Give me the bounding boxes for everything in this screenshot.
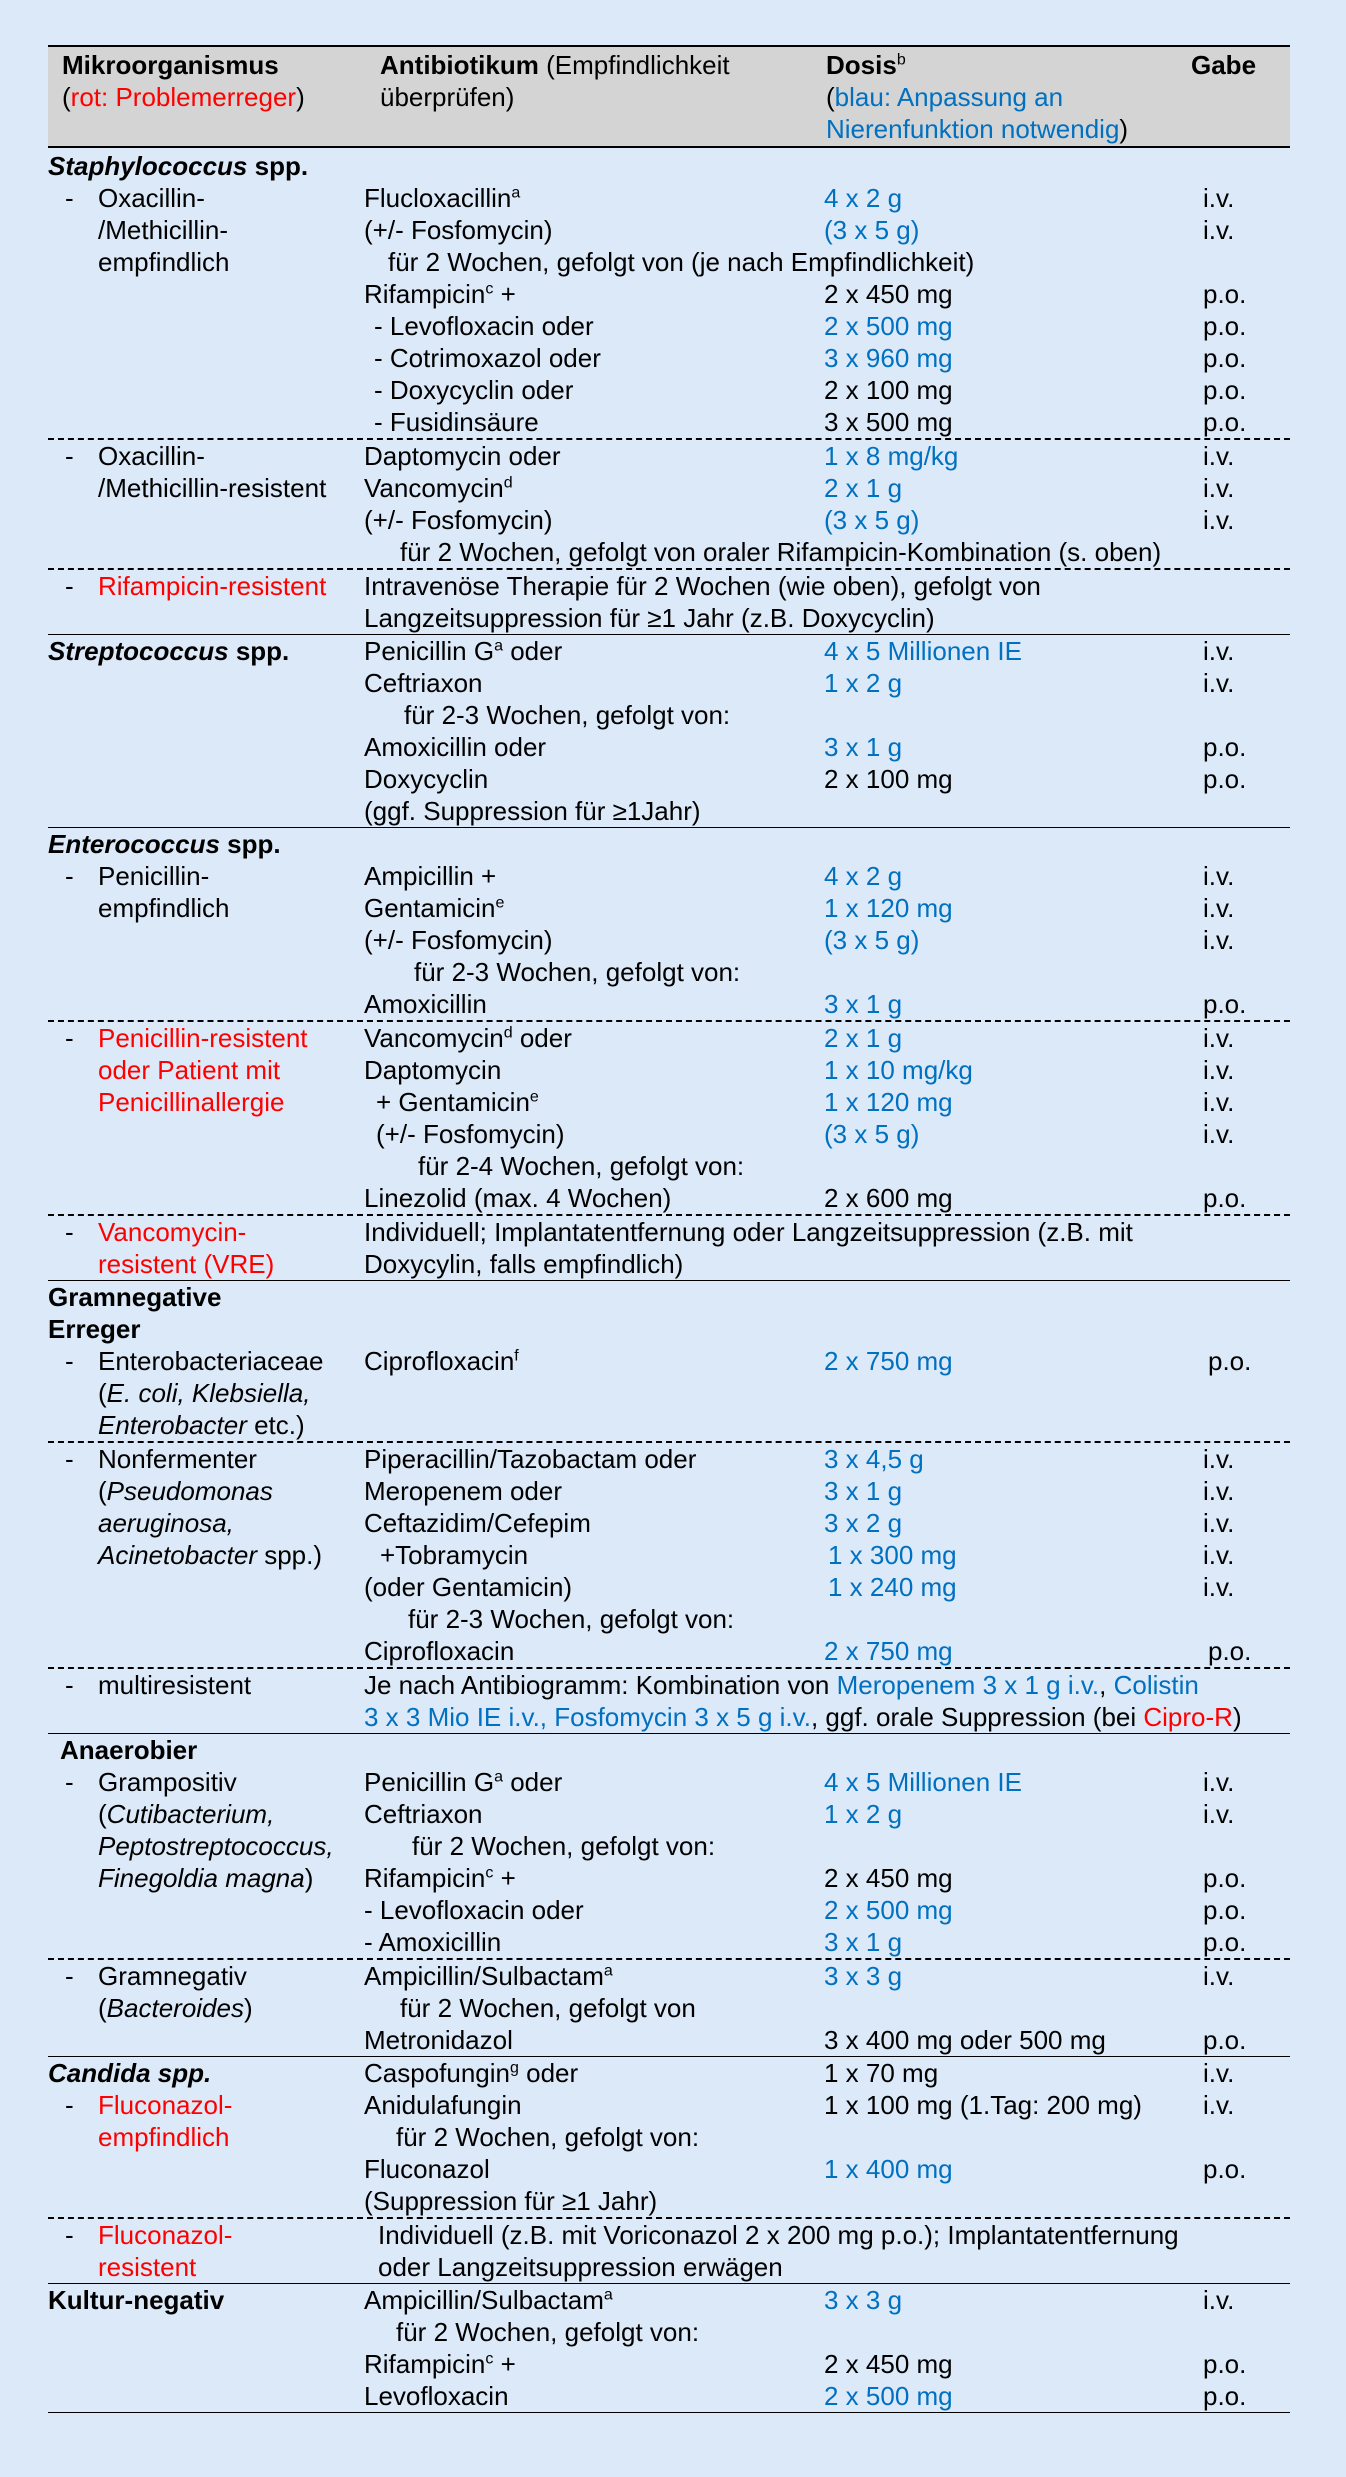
dose: 2 x 500 mg: [824, 2381, 953, 2411]
route: p.o.: [1203, 279, 1247, 309]
bullet-dash: -: [65, 2090, 74, 2120]
therapy-text: Intravenöse Therapie für 2 Wochen (wie oben), gefolgt von: [364, 571, 1041, 601]
route: p.o.: [1203, 732, 1247, 762]
route: i.v.: [1203, 441, 1235, 471]
dose: 1 x 2 g: [824, 668, 903, 698]
section-enterococcus: [48, 828, 1290, 1022]
dose: 3 x 1 g: [824, 732, 903, 762]
route: p.o.: [1203, 311, 1247, 341]
section-culture-negative: [48, 2284, 1290, 2413]
route: i.v.: [1203, 1508, 1235, 1538]
section-title: Enterococcus spp.: [48, 829, 281, 859]
subgroup-label: resistent: [98, 2252, 197, 2282]
route: i.v.: [1203, 1444, 1235, 1474]
drug-name: Anidulafungin: [364, 2090, 522, 2120]
drug-name: - Doxycyclin oder: [374, 375, 574, 405]
duration-note: für 2 Wochen, gefolgt von oraler Rifampicin-Kombination (s. oben): [400, 537, 1162, 567]
drug-name: Caspofungin$^g$ oder: [364, 2058, 579, 2088]
route: p.o.: [1208, 1636, 1252, 1666]
dose: 2 x 500 mg: [824, 1895, 953, 1925]
route: p.o.: [1203, 764, 1247, 794]
drug-name: - Levofloxacin oder: [374, 311, 594, 341]
dose: 3 x 960 mg: [824, 343, 953, 373]
subgroup-label: Finegoldia magna): [98, 1863, 314, 1893]
section-title: Candida spp.: [48, 2058, 212, 2088]
dose: 2 x 450 mg: [824, 279, 953, 309]
dose: 2 x 500 mg: [824, 311, 953, 341]
subgroup-label: Fluconazol-: [98, 2090, 233, 2120]
route: p.o.: [1203, 1927, 1247, 1957]
header-antibiotic-note2: überprüfen): [380, 82, 515, 112]
drug-name: (+/- Fosfomycin): [364, 925, 553, 955]
section-anaerobes: [48, 1734, 1290, 1960]
route: i.v.: [1203, 1119, 1235, 1149]
drug-name: (+/- Fosfomycin): [364, 215, 553, 245]
bullet-dash: -: [65, 1670, 74, 1700]
section-title: Anaerobier: [60, 1735, 198, 1765]
section-title: Gramnegative: [48, 1282, 222, 1312]
therapy-text: Langzeitsuppression für ≥1 Jahr (z.B. Doxycyclin): [364, 603, 935, 633]
duration-note: für 2 Wochen, gefolgt von:: [412, 1831, 716, 1861]
subgroup-label: Penicillin-: [98, 861, 210, 891]
drug-name: Rifampicin$^c$ +: [364, 2349, 516, 2379]
drug-name: Linezolid (max. 4 Wochen): [364, 1183, 672, 1213]
dose: 3 x 3 g: [824, 1961, 903, 1991]
drug-name: Doxycyclin: [364, 764, 489, 794]
subgroup-vre: [48, 1216, 1290, 1281]
subgroup-multiresistant: [48, 1669, 1290, 1734]
subgroup-label: (Bacteroides): [98, 1993, 253, 2023]
route: p.o.: [1203, 2349, 1247, 2379]
therapy-text: Doxycylin, falls empfindlich): [364, 1249, 684, 1279]
drug-name: Metronidazol: [364, 2025, 513, 2055]
dose: 2 x 600 mg: [824, 1183, 953, 1213]
subgroup-label: (Pseudomonas: [98, 1476, 273, 1506]
section-title: Staphylococcus spp.: [48, 151, 309, 181]
bullet-dash: -: [65, 1961, 74, 1991]
bullet-dash: -: [65, 861, 74, 891]
drug-name: Ceftriaxon: [364, 668, 483, 698]
dose: 1 x 120 mg: [824, 893, 953, 923]
route: i.v.: [1203, 636, 1235, 666]
header-dose-legend1: blau: Anpassung an: [834, 82, 1064, 112]
subgroup-label: Enterobacteriaceae: [98, 1346, 324, 1376]
dose: 2 x 1 g: [824, 1023, 903, 1053]
subgroup-label: empfindlich: [98, 2122, 230, 2152]
subgroup-label: Acinetobacter spp.): [98, 1540, 323, 1570]
header-legend-red: rot: Problemerreger: [70, 82, 297, 112]
subgroup-label: oder Patient mit: [98, 1055, 281, 1085]
route: i.v.: [1203, 893, 1235, 923]
subgroup-fluconazole-resistant: [48, 2219, 1290, 2284]
header-antibiotic: [380, 49, 730, 113]
route: p.o.: [1203, 375, 1247, 405]
header-dose-paren-close: ): [1119, 114, 1129, 144]
drug-name: Fluconazol: [364, 2154, 490, 2184]
header-antibiotic-title: Antibiotikum: [380, 50, 539, 80]
dose: 1 x 2 g: [824, 1799, 903, 1829]
drug-name: Rifampicin$^c$ +: [364, 1863, 516, 1893]
bullet-dash: -: [65, 1023, 74, 1053]
route: i.v.: [1203, 505, 1235, 535]
dose: 3 x 2 g: [824, 1508, 903, 1538]
therapy-text: oder Langzeitsuppression erwägen: [378, 2252, 783, 2282]
dose: 3 x 1 g: [824, 1476, 903, 1506]
drug-name: Ampicillin/Sulbactam$^a$: [364, 1961, 613, 1991]
route: p.o.: [1208, 1346, 1252, 1376]
dose: 2 x 1 g: [824, 473, 903, 503]
route: i.v.: [1203, 925, 1235, 955]
drug-name: Vancomycin$^d$ oder: [364, 1023, 572, 1053]
drug-name: Daptomycin oder: [364, 441, 561, 471]
subgroup-label: Nonfermenter: [98, 1444, 257, 1474]
dose: 3 x 3 g: [824, 2285, 903, 2315]
dose: 1 x 120 mg: [824, 1087, 953, 1117]
dose: 2 x 750 mg: [824, 1636, 953, 1666]
drug-name: - Levofloxacin oder: [364, 1895, 584, 1925]
drug-name: Penicillin $G^a$ oder: [364, 636, 563, 666]
drug-name: Ciprofloxacin: [364, 1636, 515, 1666]
route: i.v.: [1203, 1961, 1235, 1991]
drug-name: Ceftriaxon: [364, 1799, 483, 1829]
subgroup-label: Penicillin-resistent: [98, 1023, 308, 1053]
subgroup-label: Gramnegativ: [98, 1961, 247, 1991]
drug-name: Rifampicin$^c$ +: [364, 279, 516, 309]
subgroup-penicillin-resistant: [48, 1022, 1290, 1216]
dose: 1 x 8 mg/kg: [824, 441, 959, 471]
drug-name: - Cotrimoxazol oder: [374, 343, 601, 373]
drug-name: Piperacillin/Tazobactam oder: [364, 1444, 697, 1474]
dose: 3 x 1 g: [824, 989, 903, 1019]
dose: 3 x 4,5 g: [824, 1444, 924, 1474]
dose: 4 x 2 g: [824, 861, 903, 891]
header-route: Gabe: [1191, 50, 1257, 80]
route: i.v.: [1203, 473, 1235, 503]
drug-name: Flucloxacillin$^a$: [364, 183, 521, 213]
subgroup-label: Oxacillin-: [98, 441, 205, 471]
therapy-text: 3 x 3 Mio IE i.v., Fosfomycin 3 x 5 g i.v., ggf. orale Suppression (bei Cipro-R): [364, 1702, 1242, 1732]
bullet-dash: -: [65, 1346, 74, 1376]
bullet-dash: -: [65, 2220, 74, 2250]
route: p.o.: [1203, 1183, 1247, 1213]
header-organism-legend: (rot: Problemerreger): [62, 82, 305, 112]
bullet-dash: -: [65, 1217, 74, 1247]
drug-name: - Fusidinsäure: [374, 407, 539, 437]
duration-note: für 2-3 Wochen, gefolgt von:: [404, 700, 731, 730]
route: i.v.: [1203, 1023, 1235, 1053]
route: p.o.: [1203, 1895, 1247, 1925]
header-dose-title: Dosis: [826, 50, 897, 80]
dose: (3 x 5 g): [824, 1119, 920, 1149]
header-dose: [826, 49, 1128, 145]
dose: 3 x 1 g: [824, 1927, 903, 1957]
drug-name: Vancomycin$^d$: [364, 473, 513, 503]
dose: (3 x 5 g): [824, 505, 920, 535]
dose: 3 x 400 mg oder 500 mg: [824, 2025, 1106, 2055]
header-dose-sup: b: [896, 51, 906, 69]
dose: 1 x 70 mg: [824, 2058, 939, 2088]
route: i.v.: [1203, 1799, 1235, 1829]
subgroup-label: /Methicillin-resistent: [98, 473, 327, 503]
therapy-text: Individuell (z.B. mit Voriconazol 2 x 200 mg p.o.); Implantatentfernung: [378, 2220, 1179, 2250]
drug-name: - Amoxicillin: [364, 1927, 502, 1957]
duration-note: für 2 Wochen, gefolgt von:: [396, 2122, 700, 2152]
route: p.o.: [1203, 2025, 1247, 2055]
subgroup-label: empfindlich: [98, 247, 230, 277]
drug-name: Ampicillin +: [364, 861, 497, 891]
route: i.v.: [1203, 1540, 1235, 1570]
route: i.v.: [1203, 2090, 1235, 2120]
bullet-dash: -: [65, 441, 74, 471]
subgroup-label: Vancomycin-: [98, 1217, 247, 1247]
bullet-dash: -: [65, 1444, 74, 1474]
dose: 1 x 400 mg: [824, 2154, 953, 2184]
drug-name: Amoxicillin oder: [364, 732, 547, 762]
dose: 3 x 500 mg: [824, 407, 953, 437]
route: p.o.: [1203, 407, 1247, 437]
therapy-text: Je nach Antibiogramm: Kombination von Meropenem 3 x 1 g i.v., Colistin: [364, 1670, 1199, 1700]
route: p.o.: [1203, 343, 1247, 373]
route: i.v.: [1203, 1087, 1235, 1117]
dose: (3 x 5 g): [824, 215, 920, 245]
drug-name: Meropenem oder: [364, 1476, 562, 1506]
section-title: Streptococcus spp.: [48, 636, 290, 666]
subgroup-label: (Cutibacterium,: [98, 1799, 275, 1829]
subgroup-label: multiresistent: [98, 1670, 252, 1700]
section-title: Erreger: [48, 1314, 141, 1344]
route: i.v.: [1203, 861, 1235, 891]
header-organism-title: Mikroorganismus: [62, 50, 279, 80]
route: i.v.: [1203, 668, 1235, 698]
duration-note: für 2 Wochen, gefolgt von: [400, 1993, 696, 2023]
dose: 2 x 750 mg: [824, 1346, 953, 1376]
header-dose-legend2: Nierenfunktion notwendig: [826, 114, 1120, 144]
duration-note: für 2-4 Wochen, gefolgt von:: [418, 1151, 745, 1181]
duration-note: für 2-3 Wochen, gefolgt von:: [408, 1604, 735, 1634]
drug-name: Penicillin $G^a$ oder: [364, 1767, 563, 1797]
subgroup-rifampicin-resistant: [48, 570, 1290, 635]
subgroup-label: Peptostreptococcus,: [98, 1831, 334, 1861]
route: p.o.: [1203, 2381, 1247, 2411]
drug-name: (+/- Fosfomycin): [364, 505, 553, 535]
table-header: [48, 45, 1290, 148]
route: p.o.: [1203, 2154, 1247, 2184]
duration-note: für 2-3 Wochen, gefolgt von:: [414, 957, 741, 987]
subgroup-label: resistent (VRE): [98, 1249, 275, 1279]
route: i.v.: [1203, 183, 1235, 213]
subgroup-label: Oxacillin-: [98, 183, 205, 213]
dose: 4 x 5 Millionen IE: [824, 1767, 1022, 1797]
header-dose-paren: (: [826, 82, 835, 112]
header-antibiotic-note: (Empfindlichkeit: [538, 50, 730, 80]
bullet-dash: -: [65, 183, 74, 213]
drug-name: +Tobramycin: [380, 1540, 529, 1570]
bullet-dash: -: [65, 571, 74, 601]
dose: 4 x 2 g: [824, 183, 903, 213]
dose: 1 x 10 mg/kg: [824, 1055, 973, 1085]
route: i.v.: [1203, 1572, 1235, 1602]
route: p.o.: [1203, 989, 1247, 1019]
drug-name: Ampicillin/Sulbactam$^a$: [364, 2285, 613, 2315]
drug-name: Levofloxacin: [364, 2381, 509, 2411]
subgroup-label: (E. coli, Klebsiella,: [98, 1378, 311, 1408]
dose: (3 x 5 g): [824, 925, 920, 955]
drug-name: Ceftazidim/Cefepim: [364, 1508, 591, 1538]
section-streptococcus: [48, 635, 1290, 828]
subgroup-mrsa: [48, 440, 1290, 570]
drug-name: (Suppression für ≥1 Jahr): [364, 2186, 658, 2216]
drug-name: + Gentamicin$^e$: [376, 1087, 539, 1117]
subgroup-label: Grampositiv: [98, 1767, 237, 1797]
route: i.v.: [1203, 1476, 1235, 1506]
drug-name: Amoxicillin: [364, 989, 487, 1019]
route: i.v.: [1203, 215, 1235, 245]
subgroup-label: aeruginosa,: [98, 1508, 234, 1538]
subgroup-label: empfindlich: [98, 893, 230, 923]
subgroup-label: /Methicillin-: [98, 215, 229, 245]
dose: 1 x 300 mg: [828, 1540, 957, 1570]
subgroup-label: Fluconazol-: [98, 2220, 233, 2250]
dose: 2 x 100 mg: [824, 764, 953, 794]
bullet-dash: -: [65, 1767, 74, 1797]
section-gramnegative: [48, 1281, 1290, 1443]
drug-name: Gentamicin$^e$: [364, 893, 505, 923]
route: i.v.: [1203, 1767, 1235, 1797]
drug-name: (ggf. Suppression für ≥1Jahr): [364, 796, 701, 826]
subgroup-nonfermenter: [48, 1443, 1290, 1669]
subgroup-gramnegative-anaerobes: [48, 1960, 1290, 2057]
section-title: Kultur-negativ: [48, 2285, 225, 2315]
duration-note: für 2 Wochen, gefolgt von:: [396, 2317, 700, 2347]
subgroup-label: Penicillinallergie: [98, 1087, 285, 1117]
drug-name: Daptomycin: [364, 1055, 502, 1085]
drug-name: (+/- Fosfomycin): [376, 1119, 565, 1149]
therapy-text: Individuell; Implantatentfernung oder Langzeitsuppression (z.B. mit: [364, 1217, 1133, 1247]
dose: 2 x 450 mg: [824, 1863, 953, 1893]
antibiotic-therapy-table: [48, 45, 1290, 2413]
drug-name: Ciprofloxacin$^f$: [364, 1346, 519, 1376]
section-staphylococcus: [48, 148, 1290, 440]
header-organism: [62, 49, 305, 113]
route: p.o.: [1203, 1863, 1247, 1893]
dose: 1 x 100 mg (1.Tag: 200 mg): [824, 2090, 1142, 2120]
route: i.v.: [1203, 2285, 1235, 2315]
route: i.v.: [1203, 1055, 1235, 1085]
dose: 4 x 5 Millionen IE: [824, 636, 1022, 666]
subgroup-label: Rifampicin-resistent: [98, 571, 327, 601]
subgroup-label: Enterobacter etc.): [98, 1410, 305, 1440]
dose: 2 x 450 mg: [824, 2349, 953, 2379]
route: i.v.: [1203, 2058, 1235, 2088]
section-candida: [48, 2057, 1290, 2219]
duration-note: für 2 Wochen, gefolgt von (je nach Empfindlichkeit): [388, 247, 975, 277]
dose: 1 x 240 mg: [828, 1572, 957, 1602]
drug-name: (oder Gentamicin): [364, 1572, 573, 1602]
dose: 2 x 100 mg: [824, 375, 953, 405]
